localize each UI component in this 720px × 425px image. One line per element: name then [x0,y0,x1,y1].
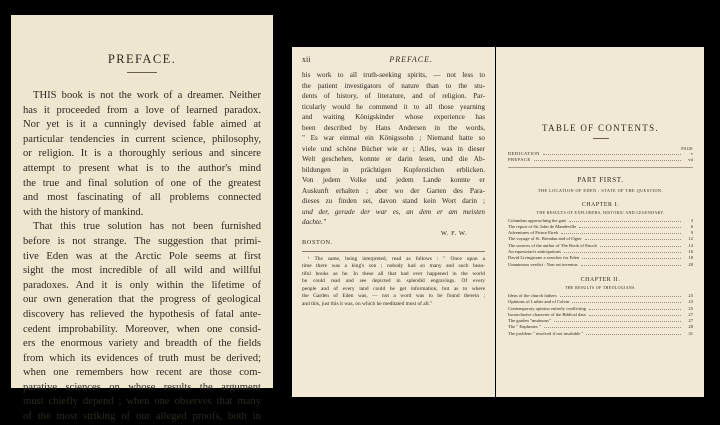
toc-leader-dots [544,327,681,328]
page-title: PREFACE. [107,52,177,66]
text-line: Von jedem Volke und jedem Lande konnte er [302,176,485,184]
toc-entry-label: David Livingstone a searcher for Eden [508,255,580,261]
running-head-title: PREFACE. [389,55,433,64]
toc-entry-page: 23 [688,299,693,305]
toc-entry-label: DEDICATION [508,151,540,156]
chapter-2-subtitle: THE RESULTS OF THEOLOGIANS. [564,285,637,290]
toc-entry-page: 25 [688,305,693,311]
footnote [302,256,485,309]
text-line: ticularly would he commend it to all those yearning [302,102,485,111]
signature: W. F. W. [440,229,467,237]
part-subtitle: THE LOCATION OF EDEN : STATE OF THE QUESTION. [537,187,664,193]
text-line: when one remembers how recent are those com- [23,367,261,379]
text-line: the true and final solution of one of the greatest [23,177,261,189]
toc-leader-dots [561,233,681,234]
title-rule [127,72,157,73]
toc-entry-page: 14 [688,242,693,248]
toc-leader-dots [581,265,681,266]
toc-entry-page: 27 [688,311,693,317]
toc-entry-page: vii [688,157,693,163]
toc-leader-dots [585,239,681,240]
toc-entry-label: Unanimous verdict : Non est inventus [508,261,578,267]
toc-leader-dots [569,221,681,222]
toc-entry-label: The report of Sir John de Mandeville [508,223,577,229]
text-line: or religion. It is a thoroughly serious and sincere [23,148,261,160]
toc-leader-dots [543,154,681,155]
toc-entry-label: Inconclusive character of the Biblical data [508,311,586,317]
text-line: attempt to present what is to the author's mind [23,162,261,174]
text-line: dents of history, of literature, and of religion. Par- [302,92,485,100]
toc-title-rule [593,138,609,139]
text-line: his work to all truth-seeking spirits, — not less to [302,71,485,79]
page-preface [11,15,273,423]
footnote-rule [302,251,485,252]
toc-leader-dots [534,160,681,161]
text-line: the patient investigators of nature than to the stu- [302,81,485,90]
text-line: " Es war einmal ein Königssohn ; Niemand hatte so [302,134,485,142]
toc-front-matter [508,151,693,164]
text-line: from which its evidences of truth must be derived; [23,352,261,364]
text-line: dachte." [302,218,326,226]
toc-leader-dots [554,321,681,322]
toc-leader-dots [582,258,681,259]
page-number: xii [302,55,311,64]
text-line: Welt geschehen, konnte er darin lesen, und die Ab- [302,155,485,163]
text-line: must chiefly depend ; when one observes that many [23,396,261,408]
text-line: cedent improbability. Moreover, when one consid- [23,323,261,335]
toc-entry-label: Adventures of Prince Eirek [508,230,559,236]
text-line: Nor yet is it a cunningly devised fable aimed at [23,119,261,131]
text-line: bildungen in prächtigen Kupferstichen erblicken. [302,165,485,174]
text-line: our own generation that the progress of geological [23,294,261,306]
toc-entry [508,262,693,268]
toc-entry-page: 28 [688,324,693,330]
text-line: sight the most incredible of all wild and willful [23,265,261,277]
text-line: time there was a king's son ; nobody had so many and such beau- [302,263,485,270]
text-line: tiful books as he. In these all that had ever happened in the world [302,270,485,277]
text-line: particular tendencies in current science, philosophy, [23,133,261,145]
page-preface-continued [292,47,495,397]
text-line: the Garden of Eden was, — not a word was to be found therein ; [302,293,485,300]
toc-leader-dots [564,252,681,253]
toc-leader-dots [586,334,681,335]
text-line: viele und schöne Bücher wie er ; Alles, was in dieser [302,144,485,153]
toc-entry-label: The voyage of St. Brendan and of Ogier [508,236,582,242]
page-table-of-contents [496,47,704,397]
toc-entry-label: The problem " resolved if not insoluble " [508,330,584,336]
toc-leader-dots [572,302,681,303]
signature-row [302,230,485,237]
toc-entry-label: PREFACE [508,157,531,163]
text-line: and waiting Königskinder whose experience has [302,113,485,121]
toc-entry-page: v [690,151,693,156]
text-line: THIS book is not the work of a dreamer. Neither [33,90,261,101]
text-line: ¹ The same, being interpreted, read as follows : " Once upon a [308,255,485,262]
chapter-2-title: CHAPTER II. [580,276,621,283]
text-line: been described by Hans Andersen in the words, [302,123,485,132]
text-line: That this true solution has not been furnished [33,221,261,233]
toc-entry-page: 31 [688,330,693,336]
toc-entry-page: 3 [690,217,693,223]
place-line: BOSTON. [302,238,333,246]
text-line: ers the enormous variety and breadth of the fields [23,338,261,350]
toc-leader-dots [579,227,681,228]
toc-entry-page: 23 [688,292,693,298]
text-line: he could read and see depicted in splendid engravings. Of every [302,278,485,285]
running-header [302,55,485,64]
toc-entry-page: 16 [688,249,693,255]
toc-entry-label: The garden "mutinous" [508,318,551,324]
preface-continued-body [302,70,485,228]
toc-entry-page: 6 [690,223,693,229]
toc-leader-dots [589,315,681,316]
preface-body [23,89,261,425]
text-line: und der, gerade der war es, an dem er am meisten [302,207,485,216]
toc-entry-label: The sources of the author of The Book of Enoch [508,242,597,248]
chapter-1-subtitle: THE RESULTS OF EXPLORERS, HISTORIC AND LEGENDARY. [536,210,665,215]
toc-entry-page: 18 [688,255,693,261]
text-line: paradoxes. And it is only within the lifetime of [23,279,261,291]
text-line: with the history of mankind. [23,206,144,218]
part-title: PART FIRST. [577,175,624,184]
text-line: parative sciences on whose results the argument [23,381,261,393]
text-line: and most fascinating of all problems connected [23,192,261,204]
text-line: and this, just this it was, on which he meditated most of all." [302,301,433,308]
text-line: tive Eden was at the Arctic Pole seems at first [23,250,261,262]
toc-entry-label: An equestrian's anticipations [508,249,561,255]
text-line: has it proceeded from a love of learned paradox. [23,104,261,116]
toc-entry-label: Columbus approaching the gate [508,217,567,223]
chapter-2-entries [508,293,693,337]
toc-entry [508,157,693,163]
toc-leader-dots [560,296,681,297]
toc-entry-label: Contemporary opinion entirely conflicting [508,305,586,311]
text-line: dieses zu finden sei, davon stand kein Wort darin ; [302,197,485,205]
toc-page-label: PAGE [681,146,693,151]
chapter-1-entries [508,218,693,268]
text-line: before is not strange. The suggestion that primi- [23,235,261,247]
toc-entry [508,331,693,337]
chapter-1-title: CHAPTER I. [581,201,620,208]
toc-entry-page: 27 [688,318,693,324]
toc-entry-page: 9 [690,230,693,236]
text-line: discovery has relieved the hypothesis of fatal ante- [23,308,261,320]
toc-divider [508,167,693,168]
toc-entry-label: Ideas of the church fathers [508,292,557,298]
toc-title: TABLE OF CONTENTS. [542,123,659,133]
text-line: of the most striking of our alleged proofs, both in [23,411,261,423]
toc-entry-label: The " Euphrates " [508,324,541,330]
toc-entry-page: 20 [688,261,693,267]
toc-leader-dots [589,309,681,310]
toc-leader-dots [600,246,681,247]
text-line: people and of every land could he get information, but as to where [302,285,485,292]
toc-entry-label: Opinions of Luther and of Calvin [508,299,570,305]
toc-entry-page: 12 [688,236,693,242]
text-line: Auskunft erhalten ; aber wo der Garten des Para- [302,186,485,195]
